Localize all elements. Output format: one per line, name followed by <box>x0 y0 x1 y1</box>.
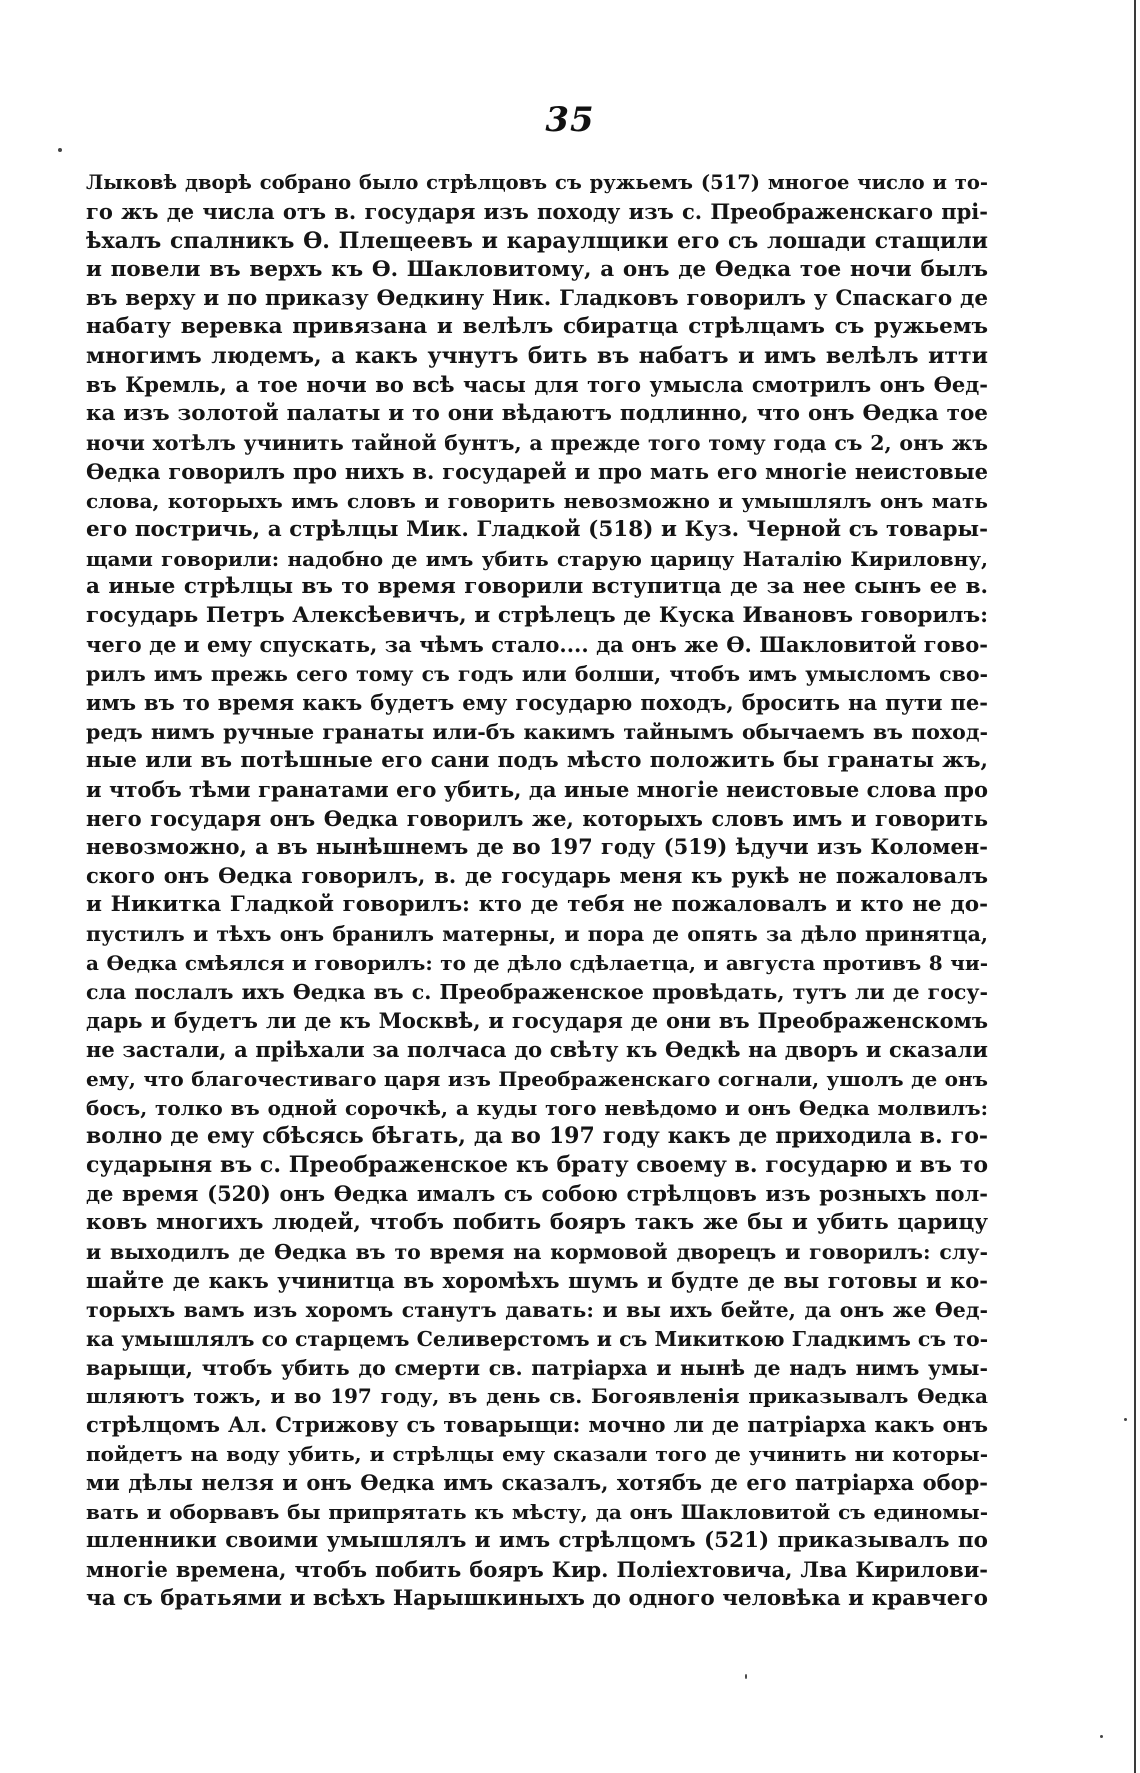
text-line: шляютъ тожъ, и во 197 году, въ день св. Богоявленія приказывалъ Ѳедка <box>86 1384 988 1409</box>
print-speck <box>745 1674 747 1679</box>
text-line: ночи хотѣлъ учинить тайной бунтъ, а прежде того тому года съ 2, онъ жъ <box>86 431 988 456</box>
text-line: его постричь, а стрѣлцы Мик. Гладкой (518) и Куз. Черной съ товары- <box>86 516 988 542</box>
text-line: набату веревка привязана и велѣлъ сбиратца стрѣлцамъ съ ружьемъ <box>86 314 988 340</box>
text-line: ча съ братьями и всѣхъ Нарышкиныхъ до одного человѣка и кравчего <box>86 1585 988 1611</box>
text-line: Ѳедка говорилъ про нихъ в. государей и про мать его многіе неистовые <box>86 458 988 484</box>
text-line: ѣхалъ спалникъ Ѳ. Плещеевъ и караулщики его съ лошади стащили <box>86 227 988 254</box>
text-line: пустилъ и тѣхъ онъ бранилъ матерны, и пора де опять за дѣло принятца, <box>86 922 988 947</box>
text-line: государь Петръ Алексѣевичъ, и стрѣлецъ де Куска Ивановъ говорилъ: <box>86 603 988 629</box>
text-line: и Никитка Гладкой говорилъ: кто де тебя не пожаловалъ и кто не до- <box>86 892 988 918</box>
text-line: ского онъ Ѳедка говорилъ, в. де государь меня къ рукѣ не пожаловалъ <box>86 863 988 889</box>
text-line: невозможно, а въ нынѣшнемъ де во 197 году (519) ѣдучи изъ Коломен- <box>86 834 988 860</box>
text-line: шленники своими умышлялъ и имъ стрѣлцомъ (521) приказывалъ по <box>86 1527 988 1553</box>
text-line: въ верху и по приказу Ѳедкину Ник. Гладковъ говорилъ у Спаскаго де <box>86 285 988 311</box>
text-line: редъ нимъ ручные гранаты или-бъ какимъ тайнымъ обычаемъ въ поход- <box>86 719 988 744</box>
text-line: стрѣлцомъ Ал. Стрижову съ товарыщи: мочно ли де патріарха какъ онъ <box>86 1412 988 1438</box>
text-line: босъ, толко въ одной сорочкѣ, а куды того невѣдомо и онъ Ѳедка молвилъ: <box>86 1095 988 1120</box>
text-line: де время (520) онъ Ѳедка ималъ съ собою стрѣлцовъ изъ розныхъ пол- <box>86 1181 988 1207</box>
text-line: многимъ людемъ, а какъ учнутъ бить въ набатъ и имъ велѣлъ итти <box>86 343 988 370</box>
text-line: дарь и будетъ ли де къ Москвѣ, и государя де они въ Преображенскомъ <box>86 1007 988 1033</box>
text-line: шайте де какъ учинитца въ хоромѣхъ шумъ и будте де вы готовы и ко- <box>86 1267 988 1293</box>
text-line: него государя онъ Ѳедка говорилъ же, которыхъ словъ имъ и говорить <box>86 805 988 831</box>
text-line: ка изъ золотой палаты и то они вѣдаютъ подлинно, что онъ Ѳедка тое <box>86 401 988 427</box>
text-line: вать и оборвавъ бы припрятать къ мѣсту, да онъ Шакловитой съ единомы- <box>86 1499 988 1524</box>
page-edge-border <box>1134 0 1136 1773</box>
page-number: 35 <box>545 100 595 140</box>
text-line: а иные стрѣлцы въ то время говорили вступитца де за нее сынъ ее в. <box>86 574 988 600</box>
body-text <box>86 169 988 1614</box>
text-line: Лыковѣ дворѣ собрано было стрѣлцовъ съ ружьемъ (517) многое число и то- <box>86 171 988 194</box>
print-speck <box>1100 1735 1103 1738</box>
print-speck <box>1124 1418 1127 1421</box>
text-line: ные или въ потѣшные его сани подъ мѣсто положить бы гранаты жъ, <box>86 747 988 773</box>
text-line: сла послалъ ихъ Ѳедка въ с. Преображенское провѣдать, тутъ ли де госу- <box>86 979 988 1004</box>
text-line: торыхъ вамъ изъ хоромъ станутъ давать: и вы ихъ бейте, да онъ же Ѳед- <box>86 1297 988 1322</box>
text-line: въ Кремль, а тое ночи во всѣ часы для того умысла смотрилъ онъ Ѳед- <box>86 372 988 398</box>
text-line: слова, которыхъ имъ словъ и говорить невозможно и умышлялъ онъ мать <box>86 488 988 513</box>
text-line: многіе времена, чтобъ побить бояръ Кир. Поліехтовича, Лва Кирилови- <box>86 1556 988 1582</box>
text-line: а Ѳедка смѣялся и говорилъ: то де дѣло сдѣлаетца, и августа противъ 8 чи- <box>86 951 988 976</box>
text-line: ему, что благочестиваго царя изъ Преображенскаго согнали, ушолъ де онъ <box>86 1066 988 1091</box>
text-line: и повели въ верхъ къ Ѳ. Шакловитому, а онъ де Ѳедка тое ночи былъ <box>86 256 988 282</box>
text-line: пойдетъ на воду убить, и стрѣлцы ему сказали того де учинить ни которы- <box>86 1442 988 1467</box>
text-line: и выходилъ де Ѳедка въ то время на кормовой дворецъ и говорилъ: слу- <box>86 1239 988 1264</box>
text-line: ка умышлялъ со старцемъ Селиверстомъ и съ Микиткою Гладкимъ съ то- <box>86 1326 988 1351</box>
text-line: имъ въ то время какъ будетъ ему государю походъ, бросить на пути пе- <box>86 690 988 716</box>
text-line: и чтобъ тѣми гранатами его убить, да иные многіе неистовые слова про <box>86 776 988 802</box>
text-line: сударыня въ с. Преображенское къ брату своему в. государю и въ то <box>86 1152 988 1179</box>
text-line: го жъ де числа отъ в. государя изъ походу изъ с. Преображенскаго прі- <box>86 198 988 224</box>
text-line: не застали, а пріѣхали за полчаса до свѣту къ Ѳедкѣ на дворъ и сказали <box>86 1036 988 1062</box>
text-line: волно де ему сбѣсясь бѣгать, да во 197 году какъ де приходила в. го- <box>86 1123 988 1150</box>
print-speck <box>58 148 62 152</box>
text-line: рилъ имъ прежь сего тому съ годъ или болши, чтобъ имъ умысломъ сво- <box>86 662 988 687</box>
text-line: щами говорили: надобно де имъ убить старую царицу Наталію Кириловну, <box>86 546 988 571</box>
text-line: варыщи, чтобъ убить до смерти св. патріарха и нынѣ де надъ нимъ умы- <box>86 1355 988 1380</box>
text-line: чего де и ему спускать, за чѣмъ стало.... да онъ же Ѳ. Шакловитой гово- <box>86 632 988 658</box>
text-line: ковъ многихъ людей, чтобъ побить бояръ такъ же бы и убить царицу <box>86 1210 988 1236</box>
text-line: ми дѣлы нелзя и онъ Ѳедка имъ сказалъ, хотябъ де его патріарха обор- <box>86 1470 988 1496</box>
